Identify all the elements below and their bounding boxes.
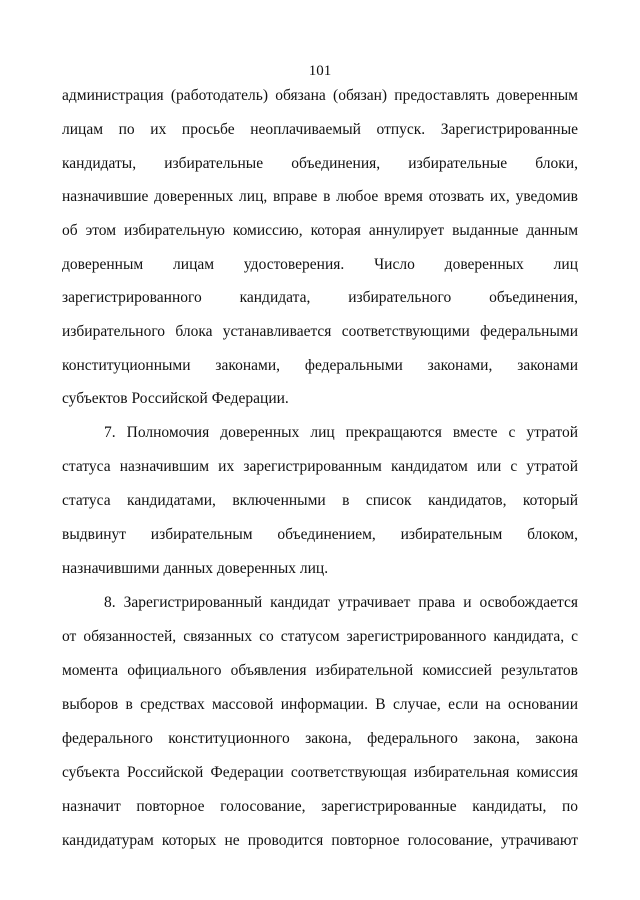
text-line: момента официального объявления избирательной комиссией результатов — [62, 662, 578, 679]
text-line: субъектов Российской Федерации. — [62, 390, 289, 407]
text-line: выдвинут избирательным объединением, избирательным блоком, — [62, 526, 578, 543]
text-line: выборов в средствах массовой информации. В случае, если на основании — [62, 696, 578, 713]
text-line: лицам по их просьбе неоплачиваемый отпуск. Зарегистрированные — [62, 121, 578, 138]
text-line: кандидаты, избирательные объединения, избирательные блоки, — [62, 155, 578, 172]
text-line: избирательного блока устанавливается соответствующими федеральными — [62, 323, 578, 340]
text-line: конституционными законами, федеральными законами, законами — [62, 357, 578, 374]
page-number: 101 — [308, 63, 332, 79]
text-line: назначит повторное голосование, зарегистрированные кандидаты, по — [62, 798, 578, 815]
text-line: федерального конституционного закона, федерального закона, закона — [62, 730, 578, 747]
text-line: кандидатурам которых не проводится повторное голосование, утрачивают — [62, 832, 578, 849]
text-line: зарегистрированного кандидата, избирательного объединения, — [62, 289, 578, 306]
text-line: субъекта Российской Федерации соответствующая избирательная комиссия — [62, 764, 578, 781]
text-line: доверенным лицам удостоверения. Число доверенных лиц — [62, 256, 578, 273]
text-line: об этом избирательную комиссию, которая аннулирует выданные данным — [62, 222, 578, 239]
text-line: назначившими данных доверенных лиц. — [62, 560, 329, 577]
text-line: администрация (работодатель) обязана (обязан) предоставлять доверенным — [62, 87, 578, 104]
paragraph-7-first-line: 7. Полномочия доверенных лиц прекращаются вместе с утратой — [104, 424, 578, 441]
text-line: статуса кандидатами, включенными в список кандидатов, который — [62, 492, 578, 509]
text-line: от обязанностей, связанных со статусом зарегистрированного кандидата, с — [62, 628, 578, 645]
text-line: статуса назначившим их зарегистрированным кандидатом или с утратой — [62, 458, 578, 475]
paragraph-8-first-line: 8. Зарегистрированный кандидат утрачивает права и освобождается — [104, 594, 578, 611]
text-line: назначившие доверенных лиц, вправе в любое время отозвать их, уведомив — [62, 188, 578, 205]
